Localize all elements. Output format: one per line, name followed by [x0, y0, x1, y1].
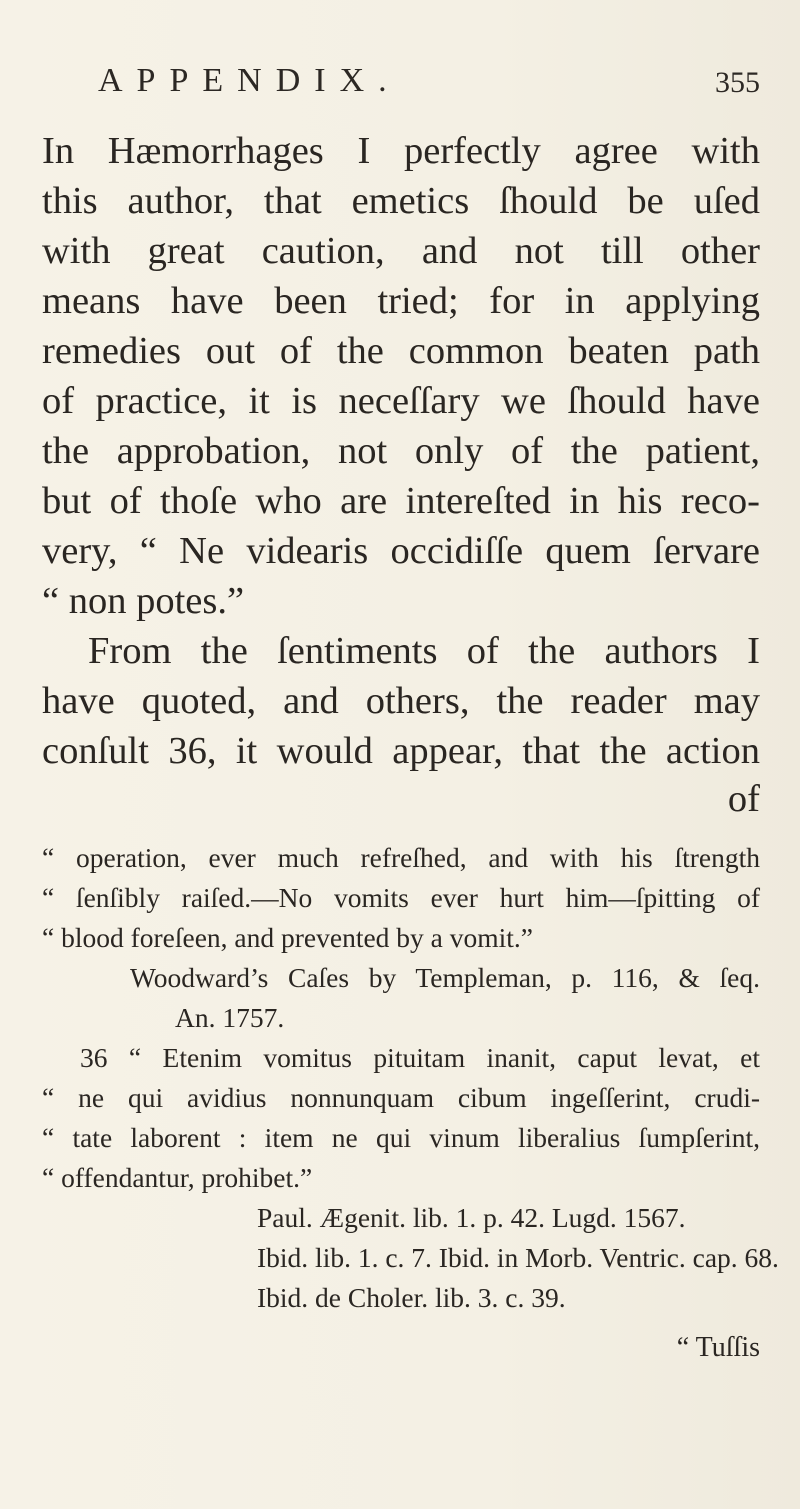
footnote-catchword: “ Tuſſis: [676, 1332, 760, 1363]
footnote-line: “ ſenſibly raiſed.—No vomits ever hurt him—ſpitting of: [42, 882, 760, 913]
body-line: with great caution, and not till other: [42, 230, 760, 272]
footnote-line: “ ne qui avidius nonnunquam cibum ingeſſerint, crudi-: [42, 1082, 760, 1113]
body-line: From the ſentiments of the authors I: [88, 630, 760, 672]
body-line: remedies out of the common beaten path: [42, 330, 760, 372]
footnote-line: “ tate laborent : item ne qui vinum liberalius ſumpſerint,: [42, 1122, 760, 1153]
running-title: APPENDIX.: [98, 62, 401, 99]
body-line: this author, that emetics ſhould be uſed: [42, 180, 760, 222]
footnote-line: 36 “ Etenim vomitus pituitam inanit, caput levat, et: [80, 1042, 760, 1073]
body-line: means have been tried; for in applying: [42, 280, 760, 322]
footnote-line: Woodward’s Caſes by Templeman, p. 116, & ſeq.: [130, 962, 760, 993]
body-line: conſult 36, it would appear, that the action: [42, 730, 760, 772]
footnote-line: Ibid. de Choler. lib. 3. c. 39.: [257, 1282, 566, 1313]
body-line: the approbation, not only of the patient,: [42, 430, 760, 472]
body-line: have quoted, and others, the reader may: [42, 680, 760, 722]
footnote-line: Paul. Ægenit. lib. 1. p. 42. Lugd. 1567.: [257, 1202, 686, 1233]
body-line: In Hæmorrhages I perfectly agree with: [42, 130, 760, 172]
body-line: but of thoſe who are intereſted in his reco-: [42, 480, 760, 522]
footnote-line: “ offendantur, prohibet.”: [42, 1162, 313, 1193]
footnote-line: “ operation, ever much refreſhed, and with his ſtrength: [42, 842, 760, 873]
body-line: of practice, it is neceſſary we ſhould have: [42, 380, 760, 422]
footnote-line: An. 1757.: [175, 1002, 285, 1033]
footnote-line: Ibid. lib. 1. c. 7. Ibid. in Morb. Ventric. cap. 68.: [257, 1242, 779, 1273]
catchword: of: [727, 778, 760, 820]
body-line: “ non potes.”: [42, 580, 245, 622]
page-number: 355: [715, 66, 760, 99]
body-line: very, “ Ne videaris occidiſſe quem ſervare: [42, 530, 760, 572]
footnote-line: “ blood foreſeen, and prevented by a vomit.”: [42, 922, 533, 953]
